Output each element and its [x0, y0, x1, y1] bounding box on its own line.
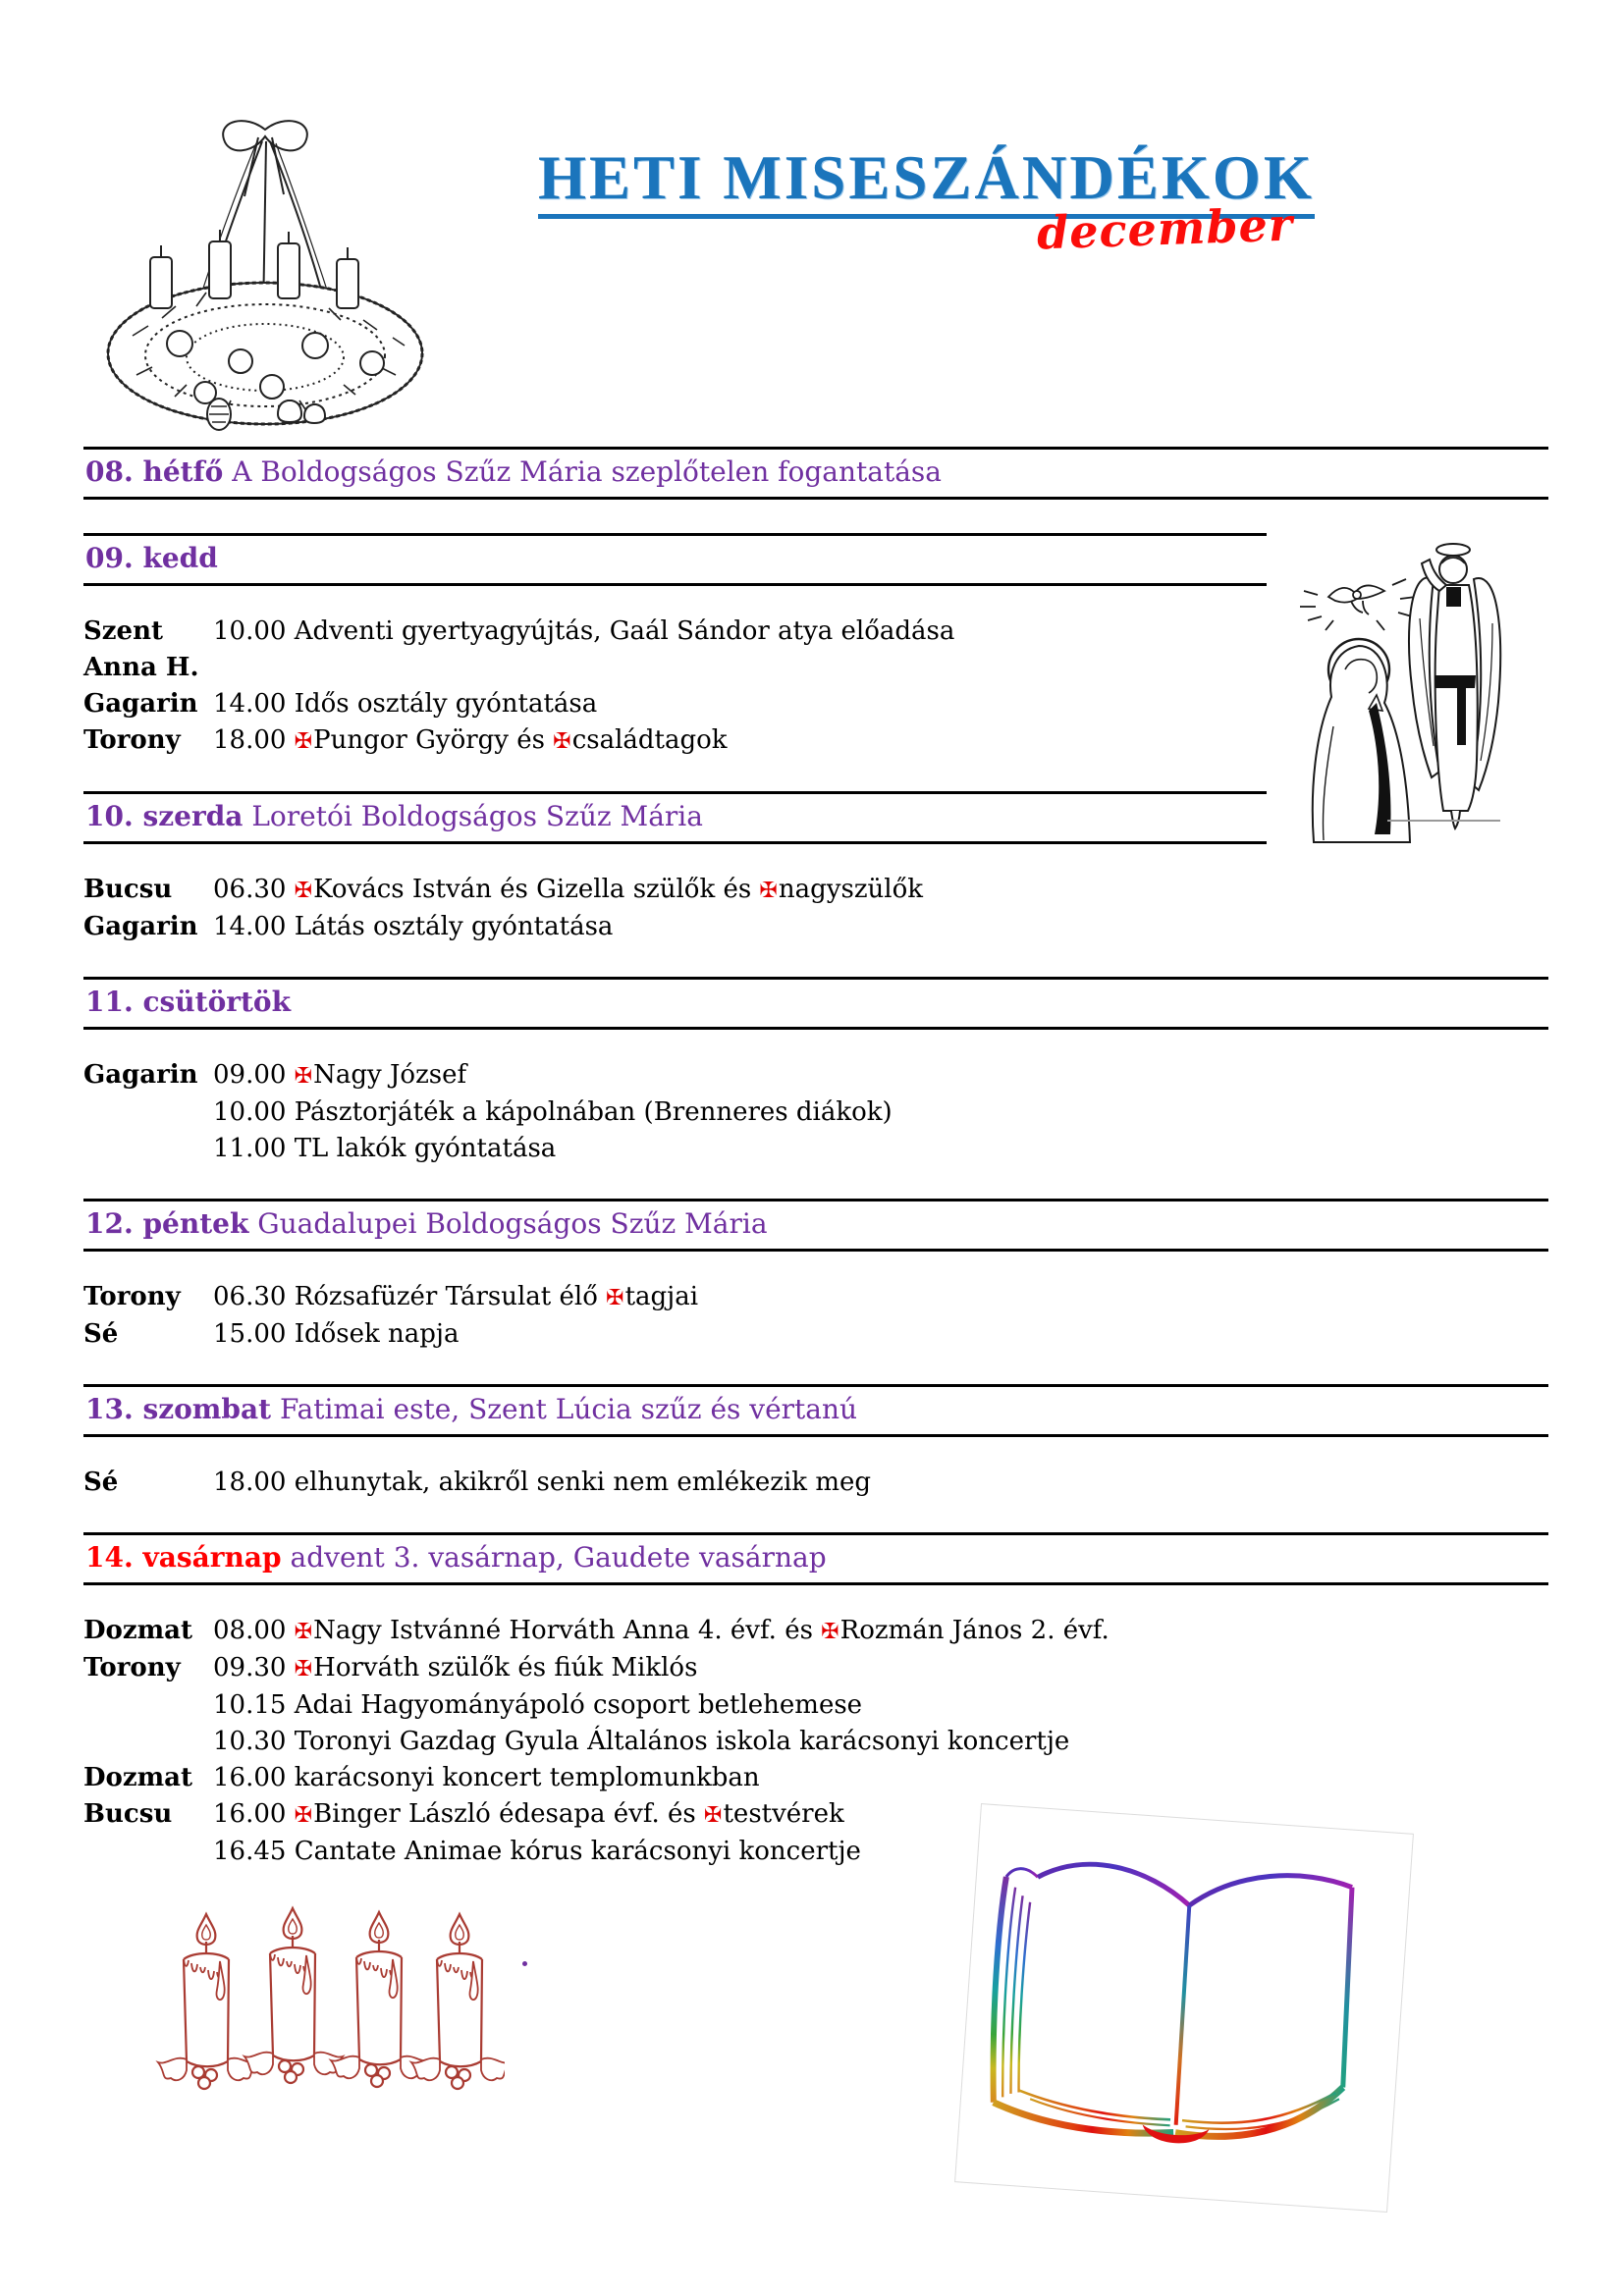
entry-text: 06.30 ✠Kovács István és Gizella szülők és ✠nagyszülők: [213, 875, 923, 904]
cross-icon: ✠: [294, 1064, 313, 1089]
advent-candles-image: [155, 1902, 505, 2143]
entry-text: 11.00 TL lakók gyóntatása: [213, 1134, 557, 1163]
cross-icon: ✠: [606, 1286, 624, 1310]
schedule-entry: [83, 1650, 1548, 1687]
cross-icon: ✠: [821, 1620, 839, 1644]
entry-text: 16.00 ✠Binger László édesapa évf. és ✠testvérek: [213, 1799, 844, 1829]
day-subtitle: Guadalupei Boldogságos Szűz Mária: [257, 1207, 768, 1240]
day-section: [83, 1199, 1548, 1384]
day-label: 10. szerda: [85, 800, 244, 832]
entry-location: Bucsu: [83, 875, 173, 904]
entry-text: 09.30 ✠Horváth szülők és fiúk Miklós: [213, 1653, 698, 1682]
schedule-entry: [83, 909, 1548, 945]
cross-icon: ✠: [294, 729, 313, 754]
entry-text: 08.00 ✠Nagy Istvánné Horváth Anna 4. évf. és ✠Rozmán János 2. évf.: [213, 1616, 1110, 1645]
day-section: [83, 977, 1548, 1199]
schedule-entry: [83, 1687, 1548, 1724]
cross-icon: ✠: [553, 729, 571, 754]
schedule-entry: [83, 872, 1548, 909]
entry-location: Torony: [83, 725, 181, 755]
page-title: HETI MISESZÁNDÉKOK: [538, 145, 1315, 219]
entry-location: Sé: [83, 1468, 119, 1497]
section-gap: [83, 500, 1548, 533]
entry-text: 16.00 karácsonyi koncert templomunkban: [213, 1763, 760, 1792]
advent-wreath-image: [93, 110, 437, 434]
entry-location: Dozmat: [83, 1763, 193, 1792]
day-label: 08. hétfő: [85, 455, 224, 488]
day-header: [83, 1201, 1548, 1249]
rainbow-book-image: [954, 1803, 1414, 2213]
day-label: 11. csütörtök: [85, 986, 292, 1018]
cross-icon: ✠: [704, 1803, 723, 1828]
schedule-entry: [83, 1465, 1548, 1501]
entry-text: 10.00 Pásztorjáték a kápolnában (Brenneres diákok): [213, 1097, 893, 1127]
cross-icon: ✠: [294, 1657, 313, 1682]
entry-text: 06.30 Rózsafüzér Társulat élő ✠tagjai: [213, 1282, 699, 1311]
entry-list: [83, 1030, 1548, 1199]
entry-location: Torony: [83, 1282, 181, 1311]
day-header: [83, 980, 1548, 1027]
entry-location: Gagarin: [83, 1060, 198, 1090]
day-header: [83, 1535, 1548, 1582]
entry-text: 15.00 Idősek napja: [213, 1319, 460, 1349]
page-header: [0, 0, 1624, 449]
cross-icon: ✠: [294, 879, 313, 903]
entry-location: [83, 1834, 213, 1870]
schedule-entry: [83, 1131, 1548, 1167]
entry-text: 14.00 Látás osztály gyóntatása: [213, 912, 614, 941]
entry-text: 10.00 Adventi gyertyagyújtás, Gaál Sándor atya előadása: [213, 616, 955, 646]
entry-location: Sé: [83, 1319, 119, 1349]
cross-icon: ✠: [759, 879, 778, 903]
day-header: [83, 1387, 1548, 1434]
day-subtitle: Fatimai este, Szent Lúcia szűz és vértanú: [280, 1393, 858, 1425]
annunciation-image: [1274, 530, 1505, 869]
schedule-entry: [83, 1279, 1548, 1316]
entry-text: 18.00 ✠Pungor György és ✠családtagok: [213, 725, 728, 755]
entry-text: 10.15 Adai Hagyományápoló csoport betlehemese: [213, 1690, 863, 1720]
day-subtitle: Loretói Boldogságos Szűz Mária: [251, 800, 703, 832]
entry-text: 18.00 elhunytak, akikről senki nem emlékezik meg: [213, 1468, 872, 1497]
day-section: [83, 447, 1548, 533]
schedule-entry: [83, 1724, 1548, 1760]
cross-icon: ✠: [294, 1620, 313, 1644]
day-label: 09. kedd: [85, 542, 218, 574]
entry-text: 09.00 ✠Nagy József: [213, 1060, 467, 1090]
entry-text: 16.45 Cantate Animae kórus karácsonyi koncertje: [213, 1837, 861, 1866]
entry-list: [83, 1252, 1548, 1384]
entry-text: 14.00 Idős osztály gyóntatása: [213, 689, 598, 719]
schedule-entry: [83, 1613, 1548, 1650]
entry-location: Szent Anna H.: [83, 616, 199, 682]
schedule-entry: [83, 1316, 1548, 1353]
entry-list: [83, 1437, 1548, 1532]
cross-icon: ✠: [294, 1803, 313, 1828]
entry-location: Gagarin: [83, 912, 198, 941]
day-section: [83, 1384, 1548, 1532]
entry-location: Gagarin: [83, 689, 198, 719]
entry-location: [83, 1724, 213, 1760]
stray-mark: [522, 1961, 527, 1966]
day-label: 13. szombat: [85, 1393, 272, 1425]
day-subtitle: A Boldogságos Szűz Mária szeplőtelen fogantatása: [232, 455, 942, 488]
entry-location: [83, 1131, 213, 1167]
entry-location: Bucsu: [83, 1799, 173, 1829]
day-header: [83, 450, 1548, 497]
day-label: 12. péntek: [85, 1207, 249, 1240]
schedule-entry: [83, 1760, 1548, 1796]
entry-location: [83, 1687, 213, 1724]
entry-text: 10.30 Toronyi Gazdag Gyula Általános iskola karácsonyi koncertje: [213, 1727, 1070, 1756]
day-label: 14. vasárnap: [85, 1541, 282, 1574]
month-label: december: [1036, 197, 1294, 260]
day-subtitle: advent 3. vasárnap, Gaudete vasárnap: [290, 1541, 827, 1574]
schedule-entry: [83, 1095, 1548, 1131]
entry-location: [83, 1095, 213, 1131]
entry-location: Dozmat: [83, 1616, 193, 1645]
schedule-entry: [83, 1057, 1548, 1095]
entry-location: Torony: [83, 1653, 181, 1682]
